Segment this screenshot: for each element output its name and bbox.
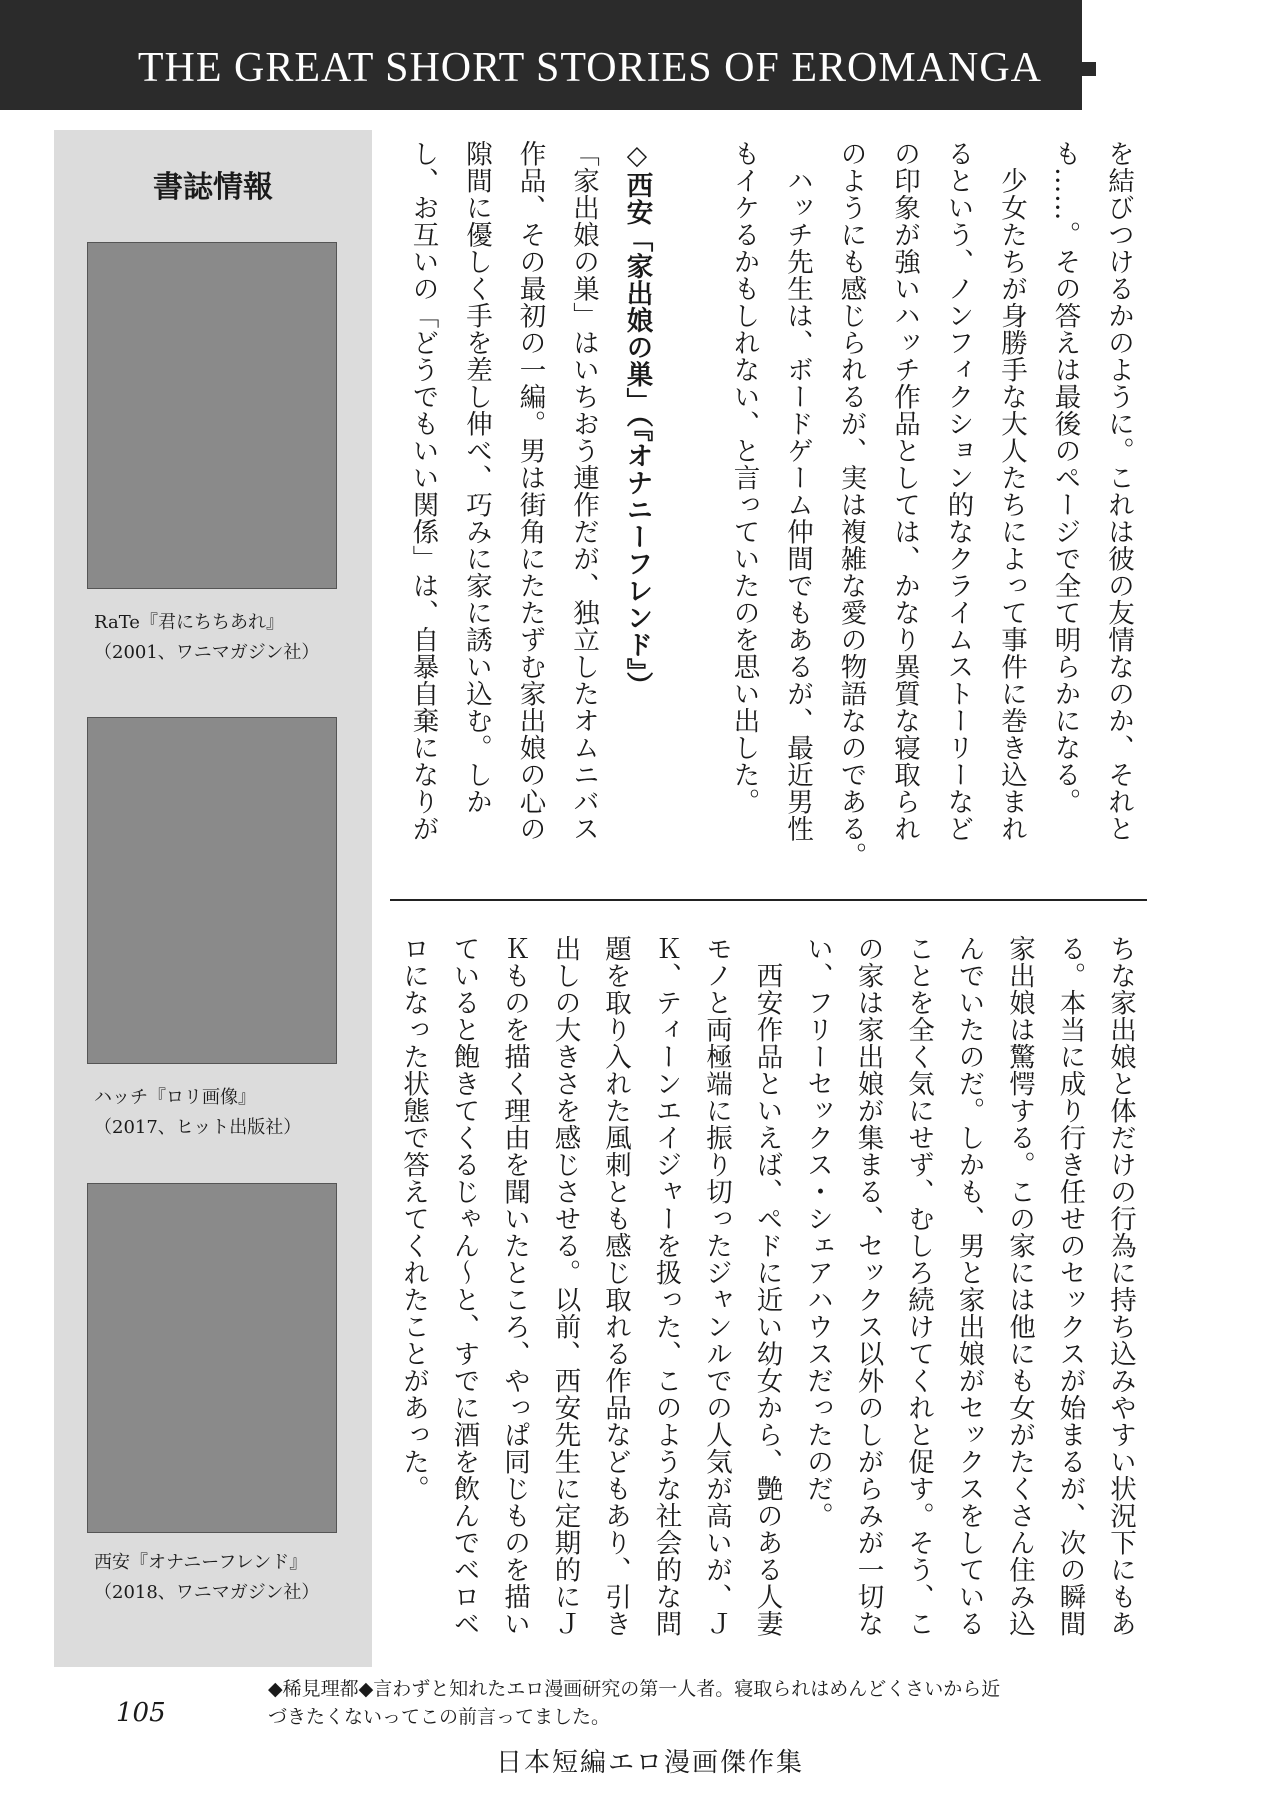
- text-column: Ｋものを描く理由を聞いたところ、やっぱ同じものを描い: [499, 935, 530, 1637]
- text-column: のようにも感じられるが、実は複雑な愛の物語なのである。: [835, 140, 867, 869]
- text-column: 西安作品といえば、ペドに近い幼女から、艶のある人妻: [751, 935, 783, 1637]
- author-note-line: づきたくないってこの前言ってました。: [268, 1706, 611, 1728]
- text-column: 題を取り入れた風刺とも感じ取れる作品などもあり、引き: [600, 935, 631, 1637]
- text-column: の印象が強いハッチ作品としては、かなり異質な寝取られ: [889, 140, 920, 842]
- section-divider: [390, 899, 1147, 901]
- author-note-line: ◆稀見理都◆言わずと知れたエロ漫画研究の第一人者。寝取られはめんどくさいから近: [268, 1678, 1001, 1700]
- book-cover-image: [87, 242, 337, 589]
- text-column: を結びつけるかのように。これは彼の友情なのか、それと: [1103, 140, 1134, 842]
- text-column: ことを全く気にせず、むしろ続けてくれと促す。そう、こ: [903, 935, 934, 1637]
- text-column: る。本当に成り行き任せのセックスが始まるが、次の瞬間: [1054, 935, 1086, 1637]
- text-column: るという、ノンフィクション的なクライムストーリーなど: [942, 140, 974, 842]
- text-column: モノと両極端に振り切ったジャンルでの人気が高いが、Ｊ: [701, 935, 732, 1637]
- text-column: 作品、その最初の一編。男は街角にたたずむ家出娘の心の: [514, 140, 546, 842]
- book-caption: [94, 608, 319, 668]
- decorative-square: [1068, 76, 1082, 90]
- decorative-square: [1082, 62, 1096, 76]
- text-column: んでいたのだ。しかも、男と家出娘がセックスをしている: [953, 935, 985, 1637]
- book-title: 日本短編エロ漫画傑作集: [495, 1748, 804, 1778]
- header-title: THE GREAT SHORT STORIES OF EROMANGA: [137, 45, 1042, 91]
- book-cover-image: [87, 717, 337, 1064]
- book-caption: [94, 1548, 319, 1608]
- text-column: ていると飽きてくるじゃん〜と、すでに酒を飲んでベロベ: [448, 935, 480, 1637]
- text-column: し、お互いの「どうでもいい関係」は、自暴自棄になりが: [407, 140, 439, 842]
- text-column: 「家出娘の巣」はいちおう連作だが、独立したオムニバス: [568, 140, 599, 842]
- section-heading: ◇西安「家出娘の巣」（『オナニーフレンド』）: [621, 140, 653, 699]
- caption-publisher: （2017、ヒット出版社）: [94, 1117, 302, 1138]
- decorative-square: [1050, 94, 1064, 108]
- book-caption: [94, 1083, 301, 1143]
- text-column: 出しの大きさを感じさせる。以前、西安先生に定期的にＪ: [549, 935, 581, 1637]
- caption-title: RaTe『君にちちあれ』: [94, 612, 284, 633]
- sidebar-title: 書誌情報: [153, 170, 273, 205]
- article-bottom-block: [390, 935, 1145, 1665]
- book-cover-image: [87, 1183, 337, 1533]
- bibliography-sidebar: [54, 130, 372, 1667]
- text-column: 少女たちが身勝手な大人たちによって事件に巻き込まれ: [996, 140, 1027, 842]
- caption-publisher: （2001、ワニマガジン社）: [94, 642, 320, 663]
- text-column: ハッチ先生は、ボードゲーム仲間でもあるが、最近男性: [782, 140, 813, 842]
- text-column: も……。その答えは最後のページで全て明らかになる。: [1049, 140, 1081, 815]
- text-column: Ｋ、ティーンエイジャーを扱った、このような社会的な問: [650, 935, 682, 1637]
- blank-column: [664, 140, 718, 890]
- text-column: 家出娘は驚愕する。この家には他にも女がたくさん住み込: [1004, 935, 1035, 1637]
- page-number: 105: [116, 1698, 166, 1728]
- text-column: の家は家出娘が集まる、セックス以外のしがらみが一切な: [852, 935, 884, 1637]
- text-column: ロになった状態で答えてくれたことがあった。: [398, 935, 429, 1502]
- article-top-block: [390, 140, 1145, 890]
- text-column: ちな家出娘と体だけの行為に持ち込みやすい状況下にもあ: [1105, 935, 1136, 1637]
- header-bar: [0, 0, 1082, 110]
- author-note: [268, 1675, 1000, 1731]
- text-column: 隙間に優しく手を差し伸べ、巧みに家に誘い込む。しか: [461, 140, 492, 815]
- caption-title: 西安『オナニーフレンド』: [94, 1552, 308, 1573]
- text-column: い、フリーセックス・シェアハウスだったのだ。: [802, 935, 833, 1529]
- caption-title: ハッチ『ロリ画像』: [94, 1087, 256, 1108]
- text-column: もイケるかもしれない、と言っていたのを思い出した。: [728, 140, 760, 815]
- caption-publisher: （2018、ワニマガジン社）: [94, 1582, 320, 1603]
